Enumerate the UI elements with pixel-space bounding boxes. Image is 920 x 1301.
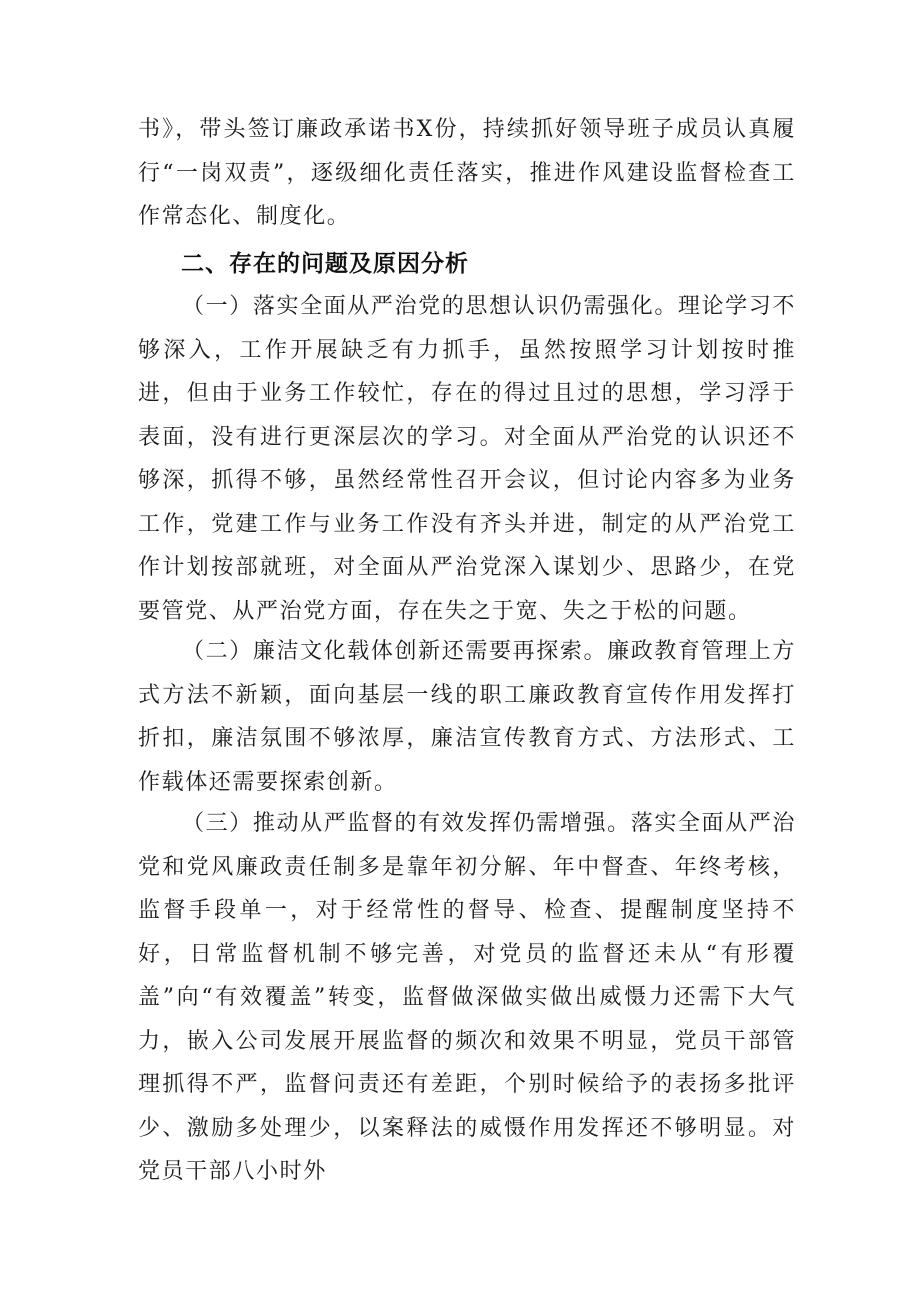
paragraph-1: （一）落实全面从严治党的思想认识仍需强化。理论学习不够深入，工作开展缺乏有力抓手，虽然按照学习计划按时推进，但由于业务工作较忙，存在的得过且过的思想，学习浮于表面，没有进行更深层次的学习。对全面从严治党的认识还不够深，抓得不够，虽然经常性召开会议，但讨论内容多为业务工作，党建工作与业务工作没有齐头并进，制定的从严治党工作计划按部就班，对全面从严治党深入谋划少、思路少，在党要管党、从严治党方面，存在失之于宽、失之于松的问题。 [138,294,796,624]
section-heading: 二、存在的问题及原因分析 [181,251,469,277]
paragraph-3: （三）推动从严监督的有效发挥仍需增强。落实全面从严治党和党风廉政责任制多是靠年初分解、年中督查、年终考核，监督手段单一，对于经常性的督导、检查、提醒制度坚持不好，日常监督机制不够完善，对党员的监督还未从“有形覆盖”向“有效覆盖”转变，监督做深做实做出威慑力还需下大气力，嵌入公司发展开展监督的频次和效果不明显，党员干部管理抓得不严，监督问责还有差距，个别时候给予的表扬多批评少、激励多处理少，以案释法的威慑作用发挥还不够明显。对党员干部八小时外 [138,811,796,1184]
paragraph-2: （二）廉洁文化载体创新还需要再探索。廉政教育管理上方式方法不新颖，面向基层一线的职工廉政教育宣传作用发挥打折扣，廉洁氛围不够浓厚，廉洁宣传教育方式、方法形式、工作载体还需要探索创新。 [138,639,796,795]
continuation-paragraph: 书》，带头签订廉政承诺书X份，持续抓好领导班子成员认真履行“一岗双责”，逐级细化责任落实，推进作风建设监督检查工作常态化、制度化。 [138,117,796,229]
